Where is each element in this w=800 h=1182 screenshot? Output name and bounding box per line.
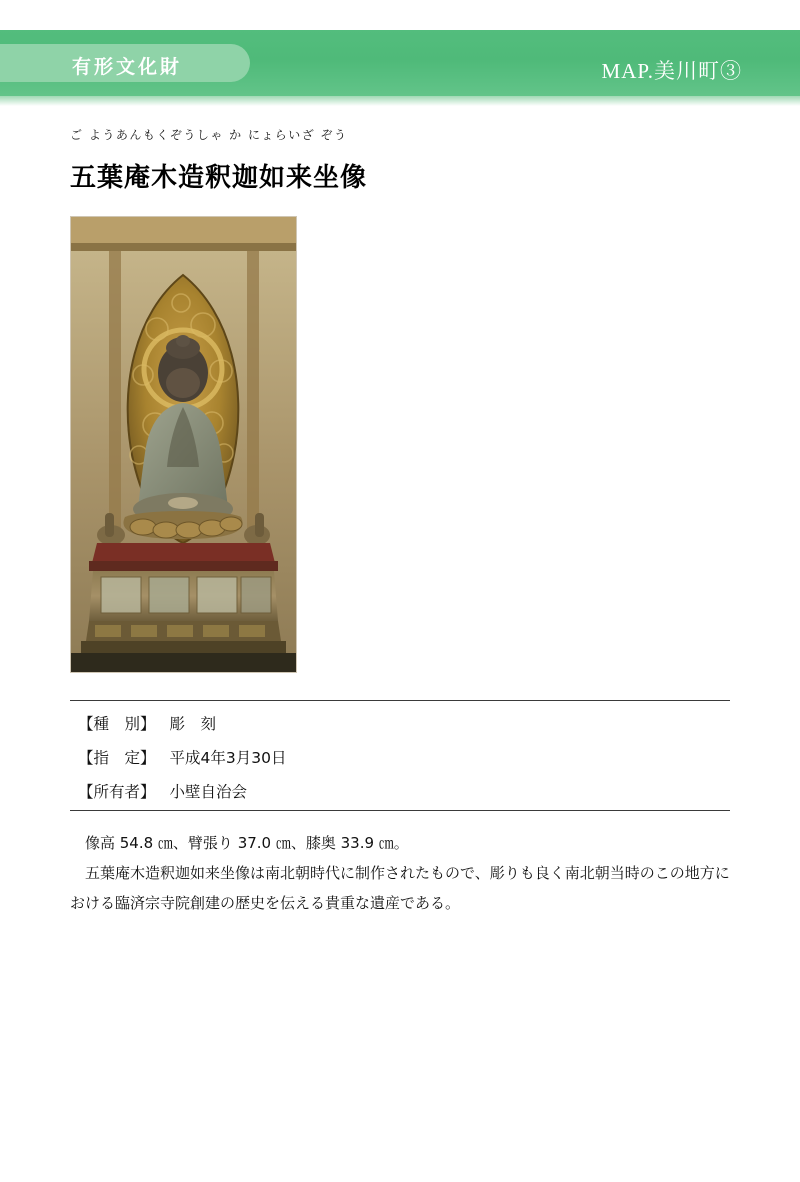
meta-row bbox=[78, 746, 286, 768]
meta-label: 【種 別】 bbox=[78, 715, 156, 733]
description-body bbox=[70, 828, 732, 918]
category-tab-label: 有形文化財 bbox=[72, 56, 183, 78]
description-paragraph: 五葉庵木造釈迦如来坐像は南北朝時代に制作されたもので、彫りも良く南北朝当時のこの地方における臨済宗寺院創建の歴史を伝える貴重な遺産である。 bbox=[70, 864, 730, 912]
description-paragraph: 像高 54.8 ㎝、臂張り 37.0 ㎝、膝奥 33.9 ㎝。 bbox=[85, 834, 409, 852]
meta-row bbox=[78, 780, 247, 802]
meta-value: 小壁自治会 bbox=[169, 783, 248, 801]
meta-rule-top bbox=[70, 700, 730, 701]
statue-photo bbox=[70, 216, 297, 673]
header-fade bbox=[0, 96, 800, 106]
meta-value: 彫 刻 bbox=[169, 715, 217, 733]
map-reference-label: MAP.美川町③ bbox=[601, 59, 742, 83]
meta-row bbox=[78, 712, 216, 734]
statue-photo-image bbox=[71, 217, 296, 672]
meta-value: 平成4年3月30日 bbox=[169, 749, 287, 767]
meta-rule-bottom bbox=[70, 810, 730, 811]
meta-label: 【指 定】 bbox=[78, 749, 156, 767]
meta-label: 【所有者】 bbox=[78, 783, 156, 801]
title-ruby: ご ようあんもくぞうしゃ か にょらいざ ぞう bbox=[70, 128, 348, 142]
page-title: 五葉庵木造釈迦如来坐像 bbox=[70, 163, 368, 194]
